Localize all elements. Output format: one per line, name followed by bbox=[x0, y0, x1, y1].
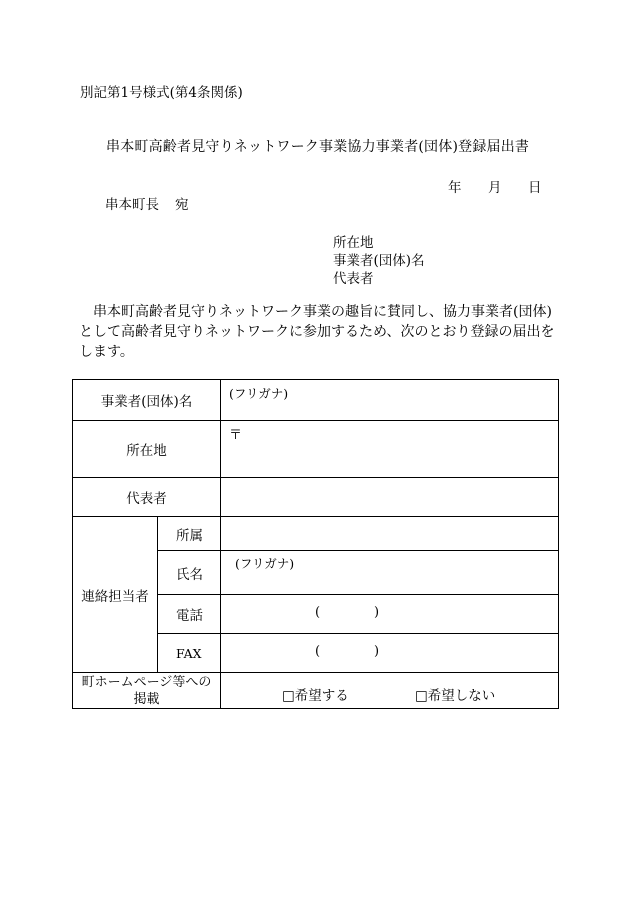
phone-label: 電話 bbox=[158, 595, 221, 634]
table-row bbox=[73, 673, 559, 709]
phone-paren-close: ) bbox=[374, 605, 380, 620]
fax-paren-open: ( bbox=[315, 644, 321, 659]
publish-label-line1: 町ホームページ等への bbox=[81, 674, 212, 690]
org-name-furigana: (フリガナ) bbox=[229, 386, 289, 401]
address-label: 所在地 bbox=[73, 421, 221, 478]
dept-label: 所属 bbox=[158, 517, 221, 551]
date-month-label: 月 bbox=[488, 180, 502, 196]
registration-table bbox=[72, 379, 559, 709]
addressee-suffix: 宛 bbox=[175, 197, 189, 213]
sender-address-label: 所在地 bbox=[333, 235, 374, 251]
table-row bbox=[73, 421, 559, 478]
address-field[interactable] bbox=[221, 421, 559, 478]
fax-label: FAX bbox=[158, 634, 221, 673]
org-name-label: 事業者(団体)名 bbox=[73, 380, 221, 421]
rep-field[interactable] bbox=[221, 478, 559, 517]
addressee bbox=[105, 193, 189, 213]
publish-label bbox=[73, 673, 221, 709]
sender-rep-label: 代表者 bbox=[333, 271, 374, 287]
rep-label: 代表者 bbox=[73, 478, 221, 517]
fax-field[interactable] bbox=[221, 634, 559, 673]
fax-paren-close: ) bbox=[374, 644, 380, 659]
publish-yes-checkbox[interactable]: □希望する bbox=[282, 688, 349, 704]
date-year-label: 年 bbox=[448, 180, 462, 196]
form-number: 別記第1号様式(第4条関係) bbox=[80, 85, 243, 101]
contact-name-label: 氏名 bbox=[158, 551, 221, 595]
dept-field[interactable] bbox=[221, 517, 559, 551]
phone-field[interactable] bbox=[221, 595, 559, 634]
contact-name-field[interactable] bbox=[221, 551, 559, 595]
table-row bbox=[73, 478, 559, 517]
body-paragraph: 串本町高齢者見守りネットワーク事業の趣旨に賛同し、協力事業者(団体)として高齢者見守りネットワークに参加するため、次のとおり登録の届出をします。 bbox=[79, 304, 555, 360]
postal-mark: 〒 bbox=[229, 428, 243, 443]
publish-label-line2: 掲載 bbox=[133, 691, 160, 707]
phone-paren-open: ( bbox=[315, 605, 321, 620]
publish-field bbox=[221, 673, 559, 709]
org-name-field[interactable] bbox=[221, 380, 559, 421]
document-title: 串本町高齢者見守りネットワーク事業協力事業者(団体)登録届出書 bbox=[106, 139, 530, 155]
contact-name-furigana: (フリガナ) bbox=[235, 556, 295, 571]
publish-no-checkbox[interactable]: □希望しない bbox=[415, 688, 496, 704]
table-row bbox=[73, 517, 559, 551]
addressee-name: 串本町長 bbox=[105, 197, 159, 213]
table-row bbox=[73, 380, 559, 421]
contact-person-label: 連絡担当者 bbox=[73, 517, 158, 673]
date-day-label: 日 bbox=[528, 180, 542, 196]
sender-name-label: 事業者(団体)名 bbox=[333, 253, 425, 269]
